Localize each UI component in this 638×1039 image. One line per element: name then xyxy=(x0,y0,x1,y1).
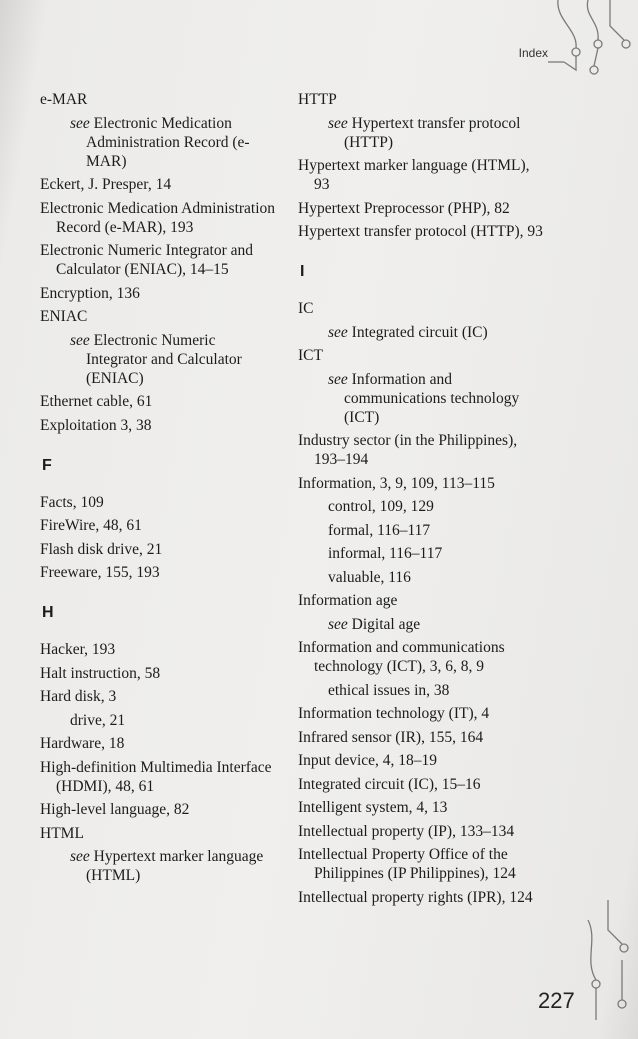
cross-reference-target: Integrated circuit (IC) xyxy=(351,323,488,341)
cross-reference xyxy=(298,615,548,634)
cross-reference xyxy=(40,114,280,171)
index-entry: Intelligent system, 4, 13 xyxy=(298,799,448,816)
index-entry: Encryption, 136 xyxy=(40,284,140,302)
index-entry: HTML xyxy=(40,824,84,842)
index-entry: High-definition Multimedia Interface (HDMI), 48, 61 xyxy=(40,758,272,795)
index-entry: IC xyxy=(298,300,314,317)
index-column-right xyxy=(298,90,548,911)
index-entry: Intellectual Property Office of the Philippines (IP Philippines), 124 xyxy=(298,846,516,882)
cross-reference xyxy=(40,847,280,885)
cross-reference-target: Information and communications technology (ICT) xyxy=(344,370,520,426)
index-entry: Infrared sensor (IR), 155, 164 xyxy=(298,728,484,746)
index-entry: e-MAR xyxy=(40,91,88,108)
index-entry: Information, 3, 9, 109, 113–115 xyxy=(298,474,495,492)
index-entry: Input device, 4, 18–19 xyxy=(298,752,438,769)
cross-reference-target: Electronic Numeric Integrator and Calculator (ENIAC) xyxy=(86,331,242,387)
see-label: see xyxy=(70,114,90,132)
see-label: see xyxy=(328,114,348,132)
section-heading-i: I xyxy=(300,263,305,280)
index-entry: Flash disk drive, 21 xyxy=(40,540,163,558)
cross-reference-target: Hypertext transfer protocol (HTTP) xyxy=(344,114,521,151)
circuit-decoration-bottom-icon xyxy=(578,900,638,1030)
cross-reference xyxy=(40,331,280,388)
index-entry: Intellectual property (IP), 133–134 xyxy=(298,822,515,840)
index-subentry: formal, 116–117 xyxy=(328,521,431,539)
see-label: see xyxy=(328,323,348,341)
index-entry: Intellectual property rights (IPR), 124 xyxy=(298,888,533,906)
cross-reference-target: Hypertext marker language (HTML) xyxy=(86,848,264,884)
index-entry: FireWire, 48, 61 xyxy=(40,517,142,534)
circuit-decoration-icon xyxy=(548,0,638,110)
index-entry: Information age xyxy=(298,592,398,609)
index-subentry: ethical issues in, 38 xyxy=(328,681,450,699)
see-label: see xyxy=(328,615,348,633)
index-entry: Facts, 109 xyxy=(40,493,104,511)
index-subentry: valuable, 116 xyxy=(328,568,411,586)
index-entry: Hypertext transfer protocol (HTTP), 93 xyxy=(298,223,543,240)
index-entry: Hardware, 18 xyxy=(40,735,125,752)
cross-reference xyxy=(298,323,548,342)
index-column-left xyxy=(40,90,280,890)
page-number: 227 xyxy=(538,988,575,1013)
index-entry: Hard disk, 3 xyxy=(40,688,117,705)
running-header: Index xyxy=(518,46,548,60)
index-entry: High-level language, 82 xyxy=(40,801,190,818)
section-heading-f: F xyxy=(42,456,52,474)
index-entry: Integrated circuit (IC), 15–16 xyxy=(298,775,481,793)
see-label: see xyxy=(328,370,348,388)
index-entry: HTTP xyxy=(298,91,337,108)
index-subentry: drive, 21 xyxy=(70,711,126,729)
index-entry: Information and communications technology (ICT), 3, 6, 8, 9 xyxy=(298,639,505,675)
index-entry: Industry sector (in the Philippines), 193–194 xyxy=(298,432,518,468)
section-heading-h: H xyxy=(42,604,54,621)
cross-reference xyxy=(298,114,548,152)
index-entry: ICT xyxy=(298,347,323,364)
cross-reference-target: Electronic Medication Administration Record (e-MAR) xyxy=(86,114,250,170)
index-entry: Eckert, J. Presper, 14 xyxy=(40,176,172,193)
index-entry: Electronic Medication Administration Record (e-MAR), 193 xyxy=(40,199,276,236)
cross-reference-target: Digital age xyxy=(351,615,421,633)
index-entry: Hacker, 193 xyxy=(40,641,116,658)
index-entry: Information technology (IT), 4 xyxy=(298,705,490,722)
index-entry: Electronic Numeric Integrator and Calculator (ENIAC), 14–15 xyxy=(40,242,254,278)
index-entry: Freeware, 155, 193 xyxy=(40,564,160,581)
index-subentry: informal, 116–117 xyxy=(328,545,443,562)
index-entry: ENIAC xyxy=(40,308,88,325)
index-entry: Halt instruction, 58 xyxy=(40,664,161,682)
index-entry: Hypertext Preprocessor (PHP), 82 xyxy=(298,199,510,217)
index-entry: Hypertext marker language (HTML), 93 xyxy=(298,157,530,193)
see-label: see xyxy=(70,848,90,865)
index-subentry: control, 109, 129 xyxy=(328,498,434,515)
index-entry: Ethernet cable, 61 xyxy=(40,393,153,410)
see-label: see xyxy=(70,331,90,349)
index-entry: Exploitation 3, 38 xyxy=(40,416,152,434)
cross-reference xyxy=(298,370,548,427)
